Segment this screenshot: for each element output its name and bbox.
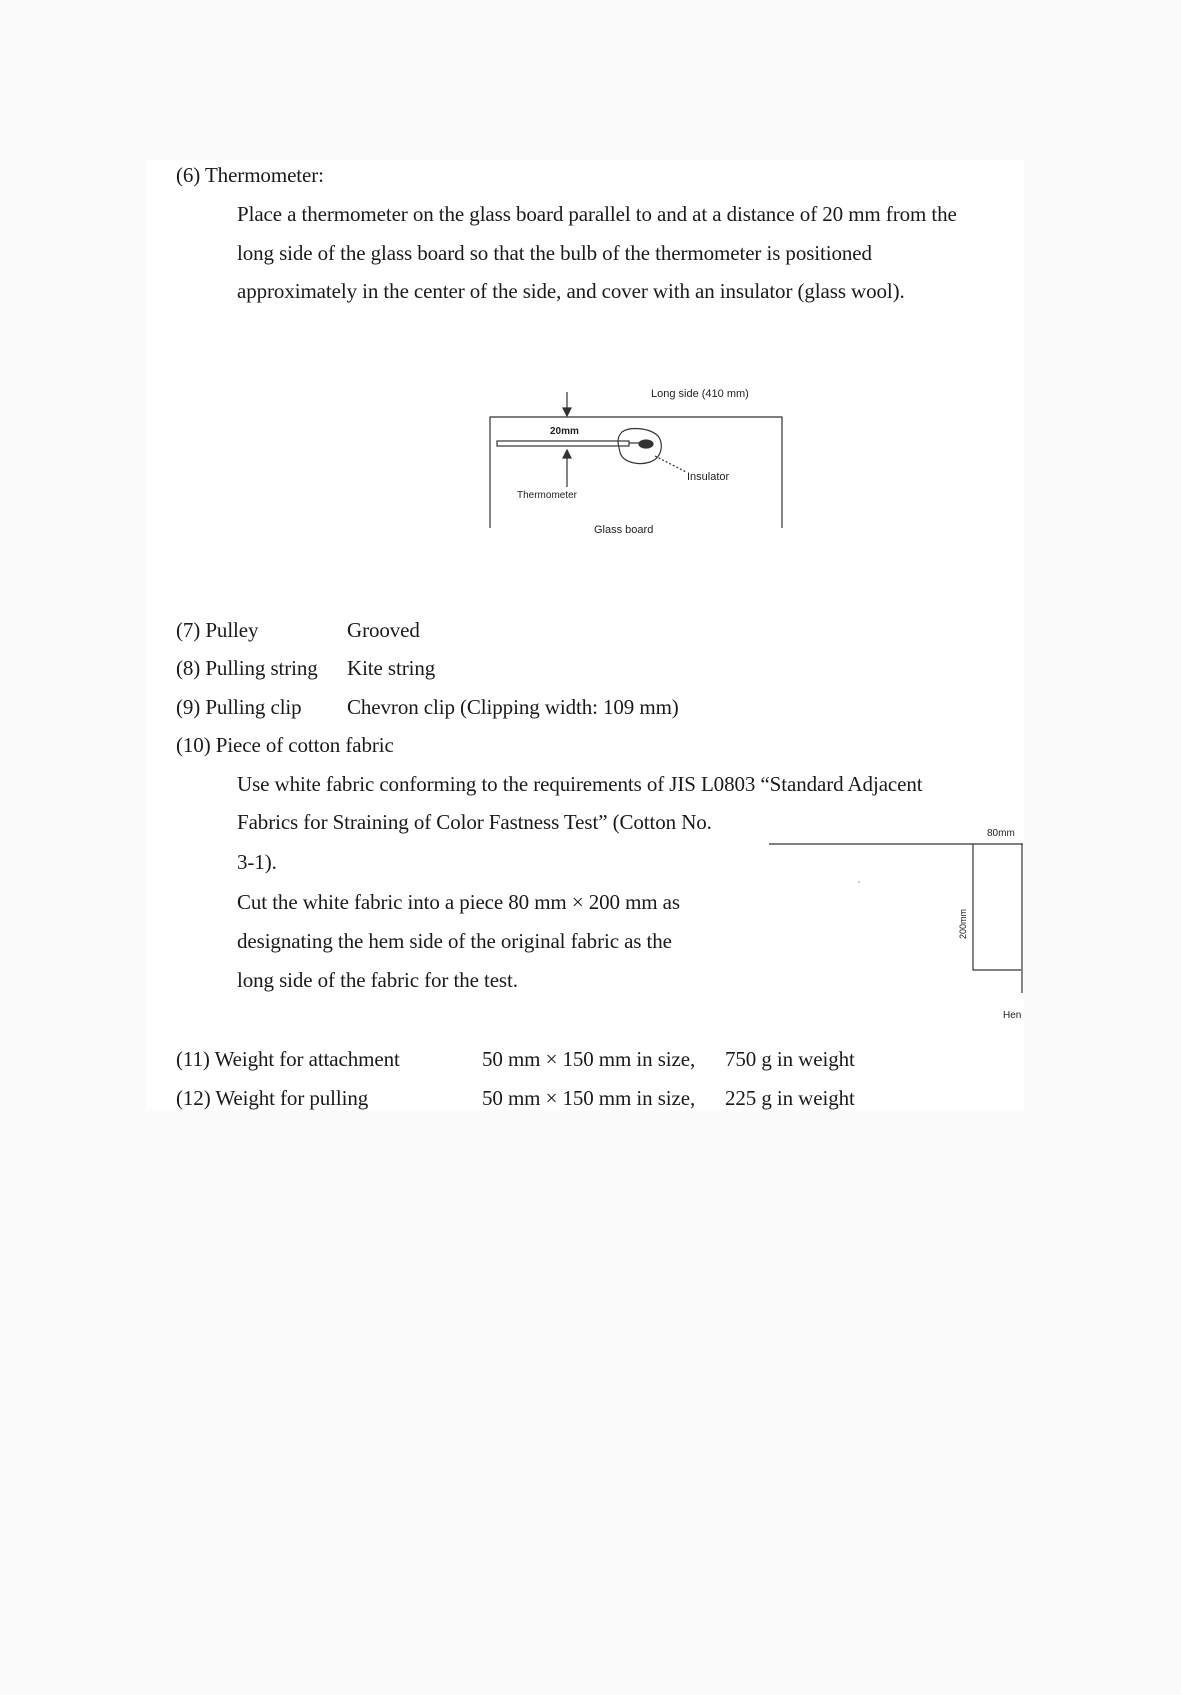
- item-12-label: (12) Weight for pulling: [176, 1086, 369, 1110]
- item-9-label: (9) Pulling clip: [176, 695, 302, 719]
- section-6-line-3: approximately in the center of the side, and cover with an insulator (glass wool).: [237, 279, 905, 303]
- item-12-weight: 225 g in weight: [725, 1086, 855, 1110]
- item-12-size: 50 mm × 150 mm in size,: [482, 1086, 696, 1110]
- glass-board-label: Glass board: [594, 524, 654, 536]
- fabric-width-label: 80mm: [987, 828, 1015, 839]
- thermometer-label: Thermometer: [517, 490, 578, 501]
- item-11-size: 50 mm × 150 mm in size,: [482, 1047, 696, 1071]
- distance-label: 20mm: [550, 426, 579, 437]
- item-8-value: Kite string: [347, 656, 436, 680]
- section-10-line-3: 3-1).: [237, 850, 277, 874]
- item-7-value: Grooved: [347, 618, 420, 642]
- item-8-label: (8) Pulling string: [176, 656, 318, 680]
- section-6-line-1: Place a thermometer on the glass board parallel to and at a distance of 20 mm from the: [237, 202, 957, 226]
- section-10-line-1: Use white fabric conforming to the requirements of JIS L0803 “Standard Adjacent: [237, 772, 923, 796]
- section-10-line-6: long side of the fabric for the test.: [237, 968, 518, 992]
- section-6-line-2: long side of the glass board so that the bulb of the thermometer is positioned: [237, 241, 872, 265]
- item-9-value: Chevron clip (Clipping width: 109 mm): [347, 695, 679, 719]
- item-11-weight: 750 g in weight: [725, 1047, 855, 1071]
- long-side-label: Long side (410 mm): [651, 388, 749, 400]
- section-10-line-4: Cut the white fabric into a piece 80 mm × 200 mm as: [237, 890, 680, 914]
- section-10-heading: (10) Piece of cotton fabric: [176, 733, 394, 757]
- section-10-line-5: designating the hem side of the original fabric as the: [237, 929, 672, 953]
- hem-label: Hen: [1003, 1010, 1022, 1021]
- item-11-label: (11) Weight for attachment: [176, 1047, 400, 1071]
- item-7-label: (7) Pulley: [176, 618, 259, 642]
- insulator-label: Insulator: [687, 471, 730, 483]
- fabric-length-label: 200mm: [958, 908, 969, 940]
- section-6-heading: (6) Thermometer:: [176, 163, 324, 187]
- section-10-line-2: Fabrics for Straining of Color Fastness Test” (Cotton No.: [237, 810, 712, 834]
